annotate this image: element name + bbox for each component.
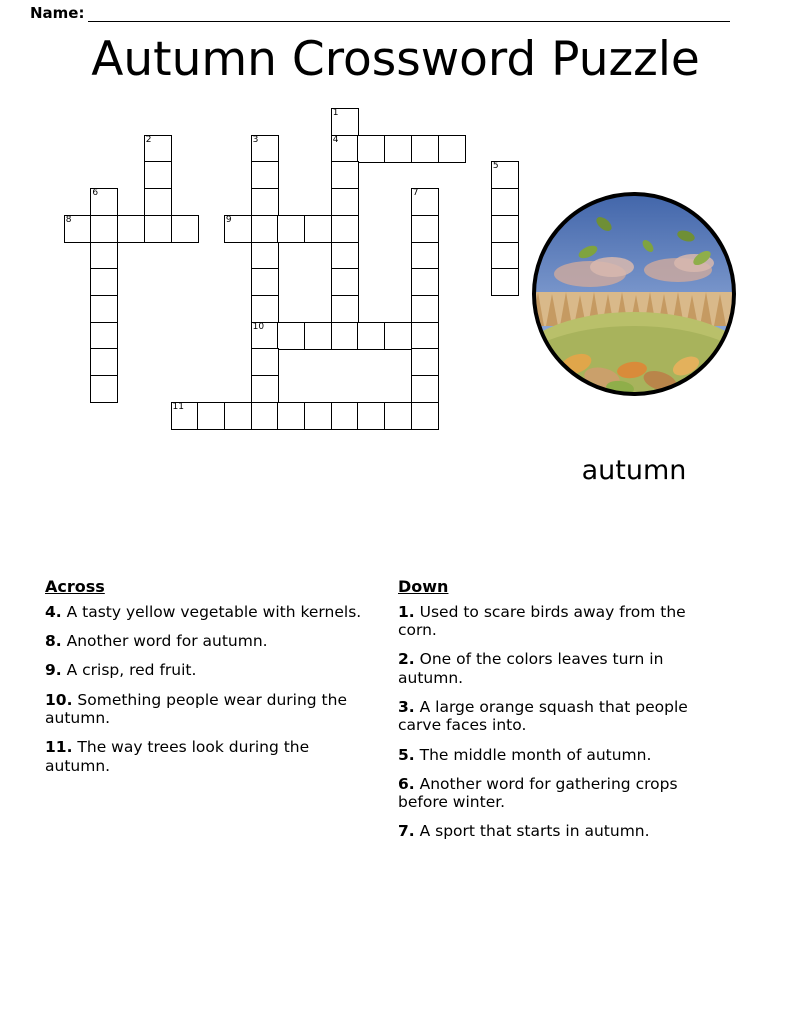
- grid-cell[interactable]: [438, 135, 466, 163]
- clue-text: The way trees look during the autumn.: [45, 738, 310, 775]
- grid-cell[interactable]: [90, 188, 118, 216]
- clue-text: A sport that starts in autumn.: [414, 822, 650, 841]
- grid-cell[interactable]: [411, 215, 439, 243]
- grid-cell[interactable]: [331, 215, 359, 243]
- grid-cell[interactable]: [64, 215, 92, 243]
- clue-number: 11.: [45, 738, 73, 757]
- grid-cell-number: 9: [225, 214, 232, 225]
- grid-cell[interactable]: [331, 161, 359, 189]
- grid-cell[interactable]: [144, 135, 172, 163]
- grid-cell[interactable]: [411, 402, 439, 430]
- clue-text: A crisp, red fruit.: [61, 661, 197, 680]
- clue-text: One of the colors leaves turn in autumn.: [398, 650, 664, 687]
- across-heading: Across: [45, 577, 105, 596]
- grid-cell[interactable]: [491, 161, 519, 189]
- grid-cell[interactable]: [90, 295, 118, 323]
- grid-cell[interactable]: [331, 295, 359, 323]
- grid-cell[interactable]: [251, 295, 279, 323]
- image-caption: autumn: [581, 455, 687, 486]
- grid-cell[interactable]: [251, 348, 279, 376]
- clue-across-10: [45, 691, 375, 728]
- grid-cell[interactable]: [357, 135, 385, 163]
- grid-cell[interactable]: [90, 322, 118, 350]
- grid-cell[interactable]: [251, 161, 279, 189]
- grid-cell[interactable]: [251, 188, 279, 216]
- name-write-line[interactable]: [88, 6, 730, 22]
- grid-cell[interactable]: [90, 268, 118, 296]
- grid-cell-number: 11: [172, 401, 184, 412]
- clue-number: 10.: [45, 690, 73, 709]
- name-label: Name:: [30, 4, 85, 22]
- grid-cell[interactable]: [144, 161, 172, 189]
- grid-cell[interactable]: [144, 215, 172, 243]
- grid-cell[interactable]: [90, 215, 118, 243]
- grid-cell[interactable]: [384, 322, 412, 350]
- clue-number: 7.: [398, 822, 415, 841]
- clue-number: 8.: [45, 632, 62, 651]
- grid-cell[interactable]: [331, 268, 359, 296]
- clue-number: 6.: [398, 774, 415, 793]
- clue-across-4: [45, 603, 375, 621]
- grid-cell[interactable]: [251, 242, 279, 270]
- grid-cell[interactable]: [251, 215, 279, 243]
- grid-cell[interactable]: [251, 402, 279, 430]
- clue-text: A large orange squash that people carve faces into.: [398, 698, 688, 735]
- clue-text: A tasty yellow vegetable with kernels.: [61, 602, 362, 621]
- grid-cell[interactable]: [411, 188, 439, 216]
- grid-cell[interactable]: [277, 402, 305, 430]
- clue-number: 5.: [398, 745, 415, 764]
- grid-cell[interactable]: [277, 215, 305, 243]
- clue-down-3: [398, 698, 728, 735]
- grid-cell[interactable]: [411, 322, 439, 350]
- grid-cell[interactable]: [331, 242, 359, 270]
- grid-cell[interactable]: [384, 402, 412, 430]
- clue-down-1: [398, 603, 728, 640]
- grid-cell[interactable]: [144, 188, 172, 216]
- grid-cell-number: 10: [252, 321, 265, 332]
- grid-cell[interactable]: [171, 402, 199, 430]
- down-heading: Down: [398, 577, 449, 596]
- grid-cell[interactable]: [384, 135, 412, 163]
- clue-number: 2.: [398, 650, 415, 669]
- grid-cell[interactable]: [251, 375, 279, 403]
- clue-number: 9.: [45, 661, 62, 680]
- grid-cell[interactable]: [197, 402, 225, 430]
- clue-number: 3.: [398, 698, 415, 716]
- clue-down-7: [398, 822, 728, 840]
- grid-cell[interactable]: [224, 215, 252, 243]
- clue-text: The middle month of autumn.: [414, 745, 652, 764]
- across-clues: [45, 578, 375, 786]
- grid-cell-number: 8: [65, 214, 72, 225]
- clue-down-6: [398, 775, 728, 812]
- clue-number: 4.: [45, 602, 62, 621]
- grid-cell[interactable]: [411, 242, 439, 270]
- grid-cell-number: 6: [92, 188, 99, 199]
- grid-cell-number: 3: [252, 134, 259, 145]
- clue-text: Another word for autumn.: [61, 632, 268, 651]
- clue-text: Another word for gathering crops before winter.: [398, 774, 678, 812]
- down-clues: [398, 578, 728, 852]
- grid-cell[interactable]: [304, 402, 332, 430]
- grid-cell[interactable]: [251, 268, 279, 296]
- grid-cell[interactable]: [491, 242, 519, 270]
- grid-cell[interactable]: [411, 375, 439, 403]
- clue-down-5: [398, 746, 728, 764]
- grid-cell[interactable]: [224, 402, 252, 430]
- grid-cell[interactable]: [90, 348, 118, 376]
- grid-cell[interactable]: [117, 215, 145, 243]
- clue-across-9: [45, 661, 375, 679]
- grid-cell[interactable]: [411, 295, 439, 323]
- clue-number: 1.: [398, 602, 415, 621]
- grid-cell[interactable]: [171, 215, 199, 243]
- grid-cell-number: 4: [332, 134, 339, 145]
- grid-cell-number: 7: [412, 188, 419, 199]
- clue-down-2: [398, 650, 728, 687]
- page-title: Autumn Crossword Puzzle: [91, 32, 700, 87]
- clue-across-11: [45, 738, 375, 775]
- grid-cell[interactable]: [304, 322, 332, 350]
- grid-cell-number: 2: [145, 134, 152, 145]
- grid-cell[interactable]: [357, 322, 385, 350]
- grid-cell[interactable]: [331, 402, 359, 430]
- grid-cell[interactable]: [331, 135, 359, 163]
- grid-cell[interactable]: [90, 242, 118, 270]
- clue-text: Used to scare birds away from the corn.: [398, 602, 686, 640]
- grid-cell-number: 5: [492, 161, 499, 172]
- grid-cell[interactable]: [331, 322, 359, 350]
- grid-cell[interactable]: [491, 188, 519, 216]
- autumn-scene-illustration: [528, 188, 740, 400]
- grid-cell[interactable]: [411, 135, 439, 163]
- grid-cell-number: 1: [332, 108, 339, 118]
- grid-cell[interactable]: [357, 402, 385, 430]
- clue-across-8: [45, 632, 375, 650]
- grid-cell[interactable]: [491, 215, 519, 243]
- grid-cell[interactable]: [331, 188, 359, 216]
- name-row: [30, 4, 730, 22]
- clue-text: Something people wear during the autumn.: [45, 690, 347, 727]
- grid-cell[interactable]: [277, 322, 305, 350]
- grid-cell[interactable]: [90, 375, 118, 403]
- grid-cell[interactable]: [304, 215, 332, 243]
- grid-cell[interactable]: [331, 108, 359, 136]
- grid-cell[interactable]: [251, 322, 279, 350]
- grid-cell[interactable]: [411, 348, 439, 376]
- grid-cell[interactable]: [411, 268, 439, 296]
- grid-cell[interactable]: [251, 135, 279, 163]
- grid-cell[interactable]: [491, 268, 519, 296]
- crossword-grid[interactable]: [0, 100, 520, 470]
